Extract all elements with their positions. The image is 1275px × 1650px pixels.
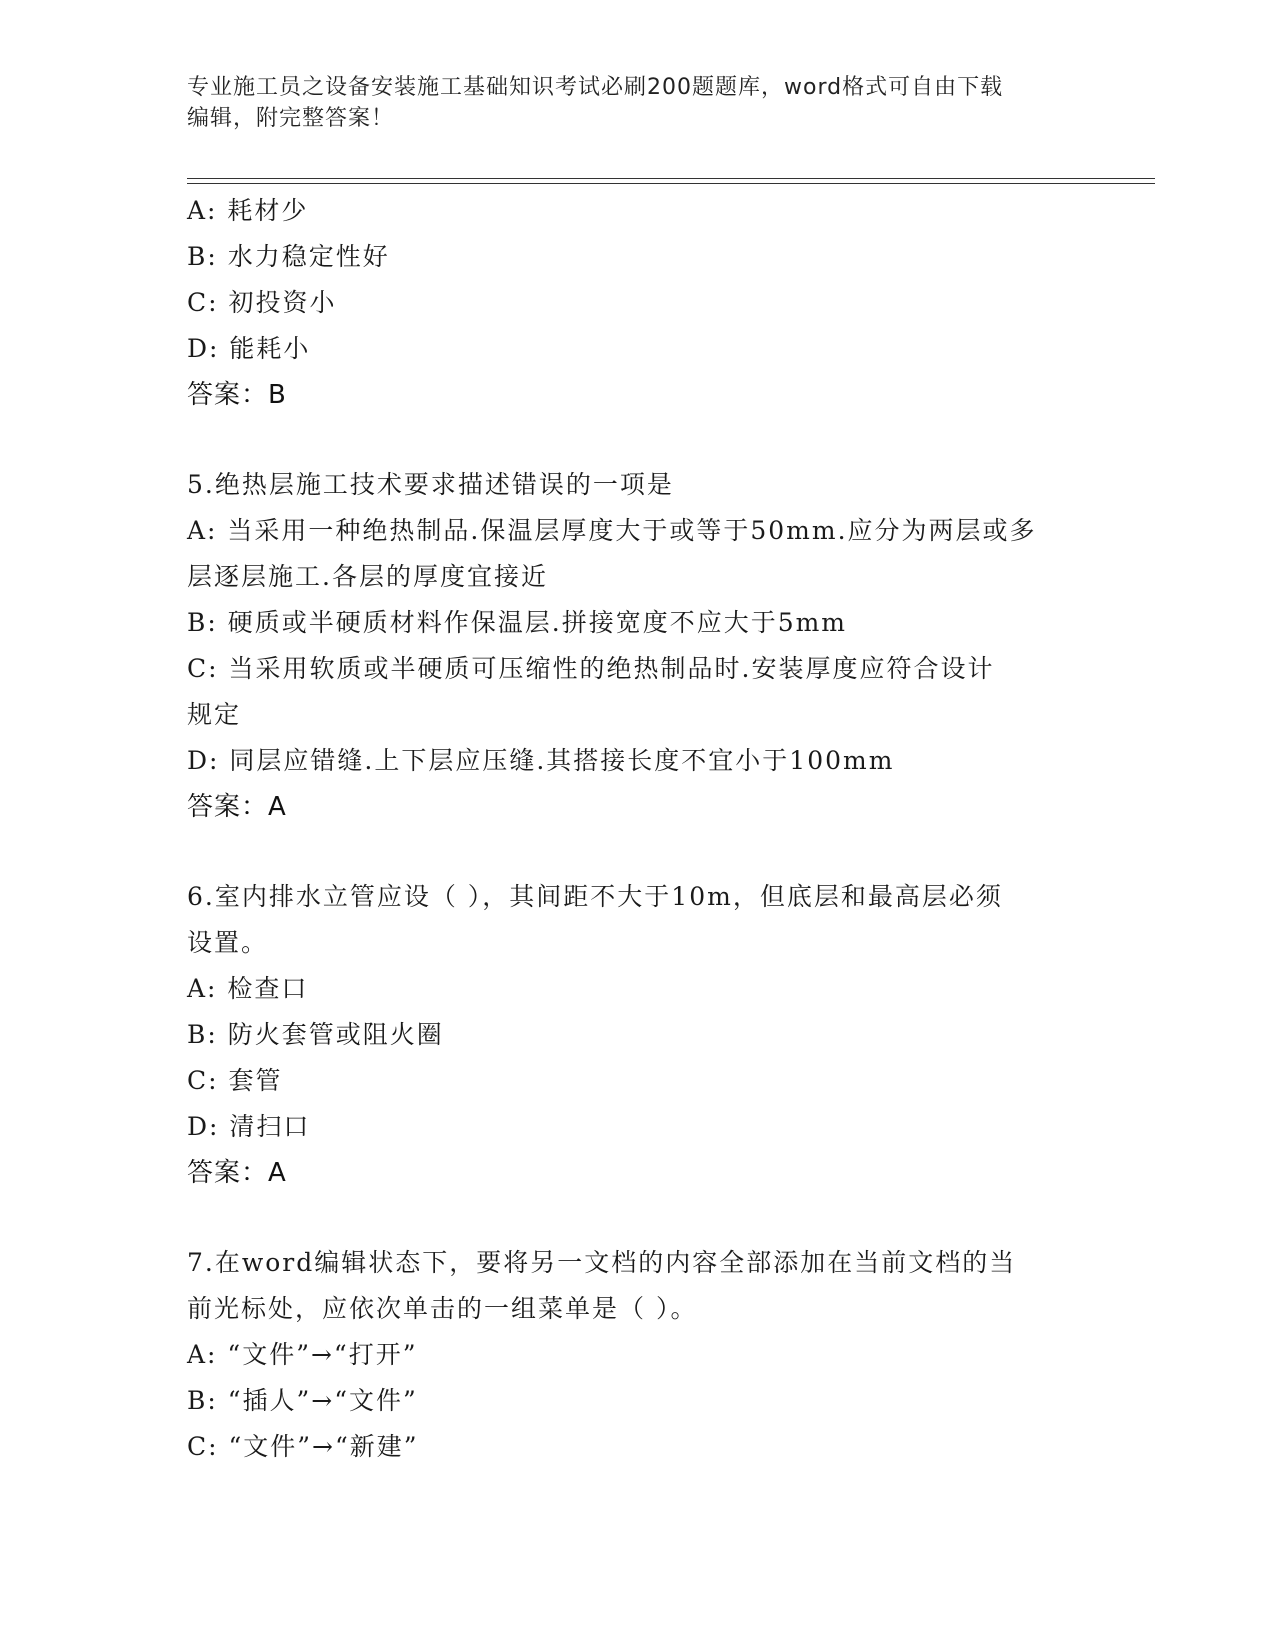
q4-option-b: B: 水力稳定性好 xyxy=(187,242,390,271)
spacer xyxy=(187,418,1087,462)
q5-option-b: B: 硬质或半硬质材料作保温层.拼接宽度不应大于5mm xyxy=(187,608,848,637)
spacer xyxy=(187,830,1087,874)
document-body xyxy=(187,188,1087,1470)
q6-stem-line-2: 设置。 xyxy=(187,928,269,957)
q6-option-a: A: 检查口 xyxy=(187,974,309,1003)
q4-answer: 答案：B xyxy=(187,380,287,410)
q7-option-b: B: “插人”→“文件” xyxy=(187,1386,418,1415)
question-7 xyxy=(187,1240,1087,1470)
q5-stem: 5.绝热层施工技术要求描述错误的一项是 xyxy=(187,470,674,499)
document-header xyxy=(187,72,1087,134)
q5-option-a-line-2: 层逐层施工.各层的厚度宜接近 xyxy=(187,562,548,591)
q5-option-c-line-2: 规定 xyxy=(187,700,242,729)
question-4 xyxy=(187,188,1087,418)
q6-option-c: C: 套管 xyxy=(187,1066,283,1095)
q7-stem-line-2: 前光标处，应依次单击的一组菜单是（ ）。 xyxy=(187,1294,698,1323)
q4-option-c: C: 初投资小 xyxy=(187,288,337,317)
question-6 xyxy=(187,874,1087,1196)
header-divider-top xyxy=(187,178,1155,179)
question-5 xyxy=(187,462,1087,830)
header-divider-bottom xyxy=(187,183,1155,184)
q5-option-d: D: 同层应错缝.上下层应压缝.其搭接长度不宜小于100mm xyxy=(187,746,895,775)
header-title-line-1: 专业施工员之设备安装施工基础知识考试必刷200题题库，word格式可自由下载 xyxy=(187,75,1004,100)
q6-stem-line-1: 6.室内排水立管应设（ ），其间距不大于10m，但底层和最高层必须 xyxy=(187,882,1003,911)
q5-answer: 答案：A xyxy=(187,792,287,822)
q5-option-c-line-1: C: 当采用软质或半硬质可压缩性的绝热制品时.安装厚度应符合设计 xyxy=(187,654,995,683)
q5-option-a-line-1: A: 当采用一种绝热制品.保温层厚度大于或等于50mm.应分为两层或多 xyxy=(187,516,1037,545)
q7-option-a: A: “文件”→“打开” xyxy=(187,1340,418,1369)
q6-option-d: D: 清扫口 xyxy=(187,1112,311,1141)
q7-option-c: C: “文件”→“新建” xyxy=(187,1432,419,1461)
q6-option-b: B: 防火套管或阻火圈 xyxy=(187,1020,444,1049)
q4-option-a: A: 耗材少 xyxy=(187,196,309,225)
q4-option-d: D: 能耗小 xyxy=(187,334,311,363)
q6-answer: 答案：A xyxy=(187,1158,287,1188)
spacer xyxy=(187,1196,1087,1240)
q7-stem-line-1: 7.在word编辑状态下，要将另一文档的内容全部添加在当前文档的当 xyxy=(187,1248,1017,1277)
header-title-line-2: 编辑，附完整答案！ xyxy=(187,106,395,131)
